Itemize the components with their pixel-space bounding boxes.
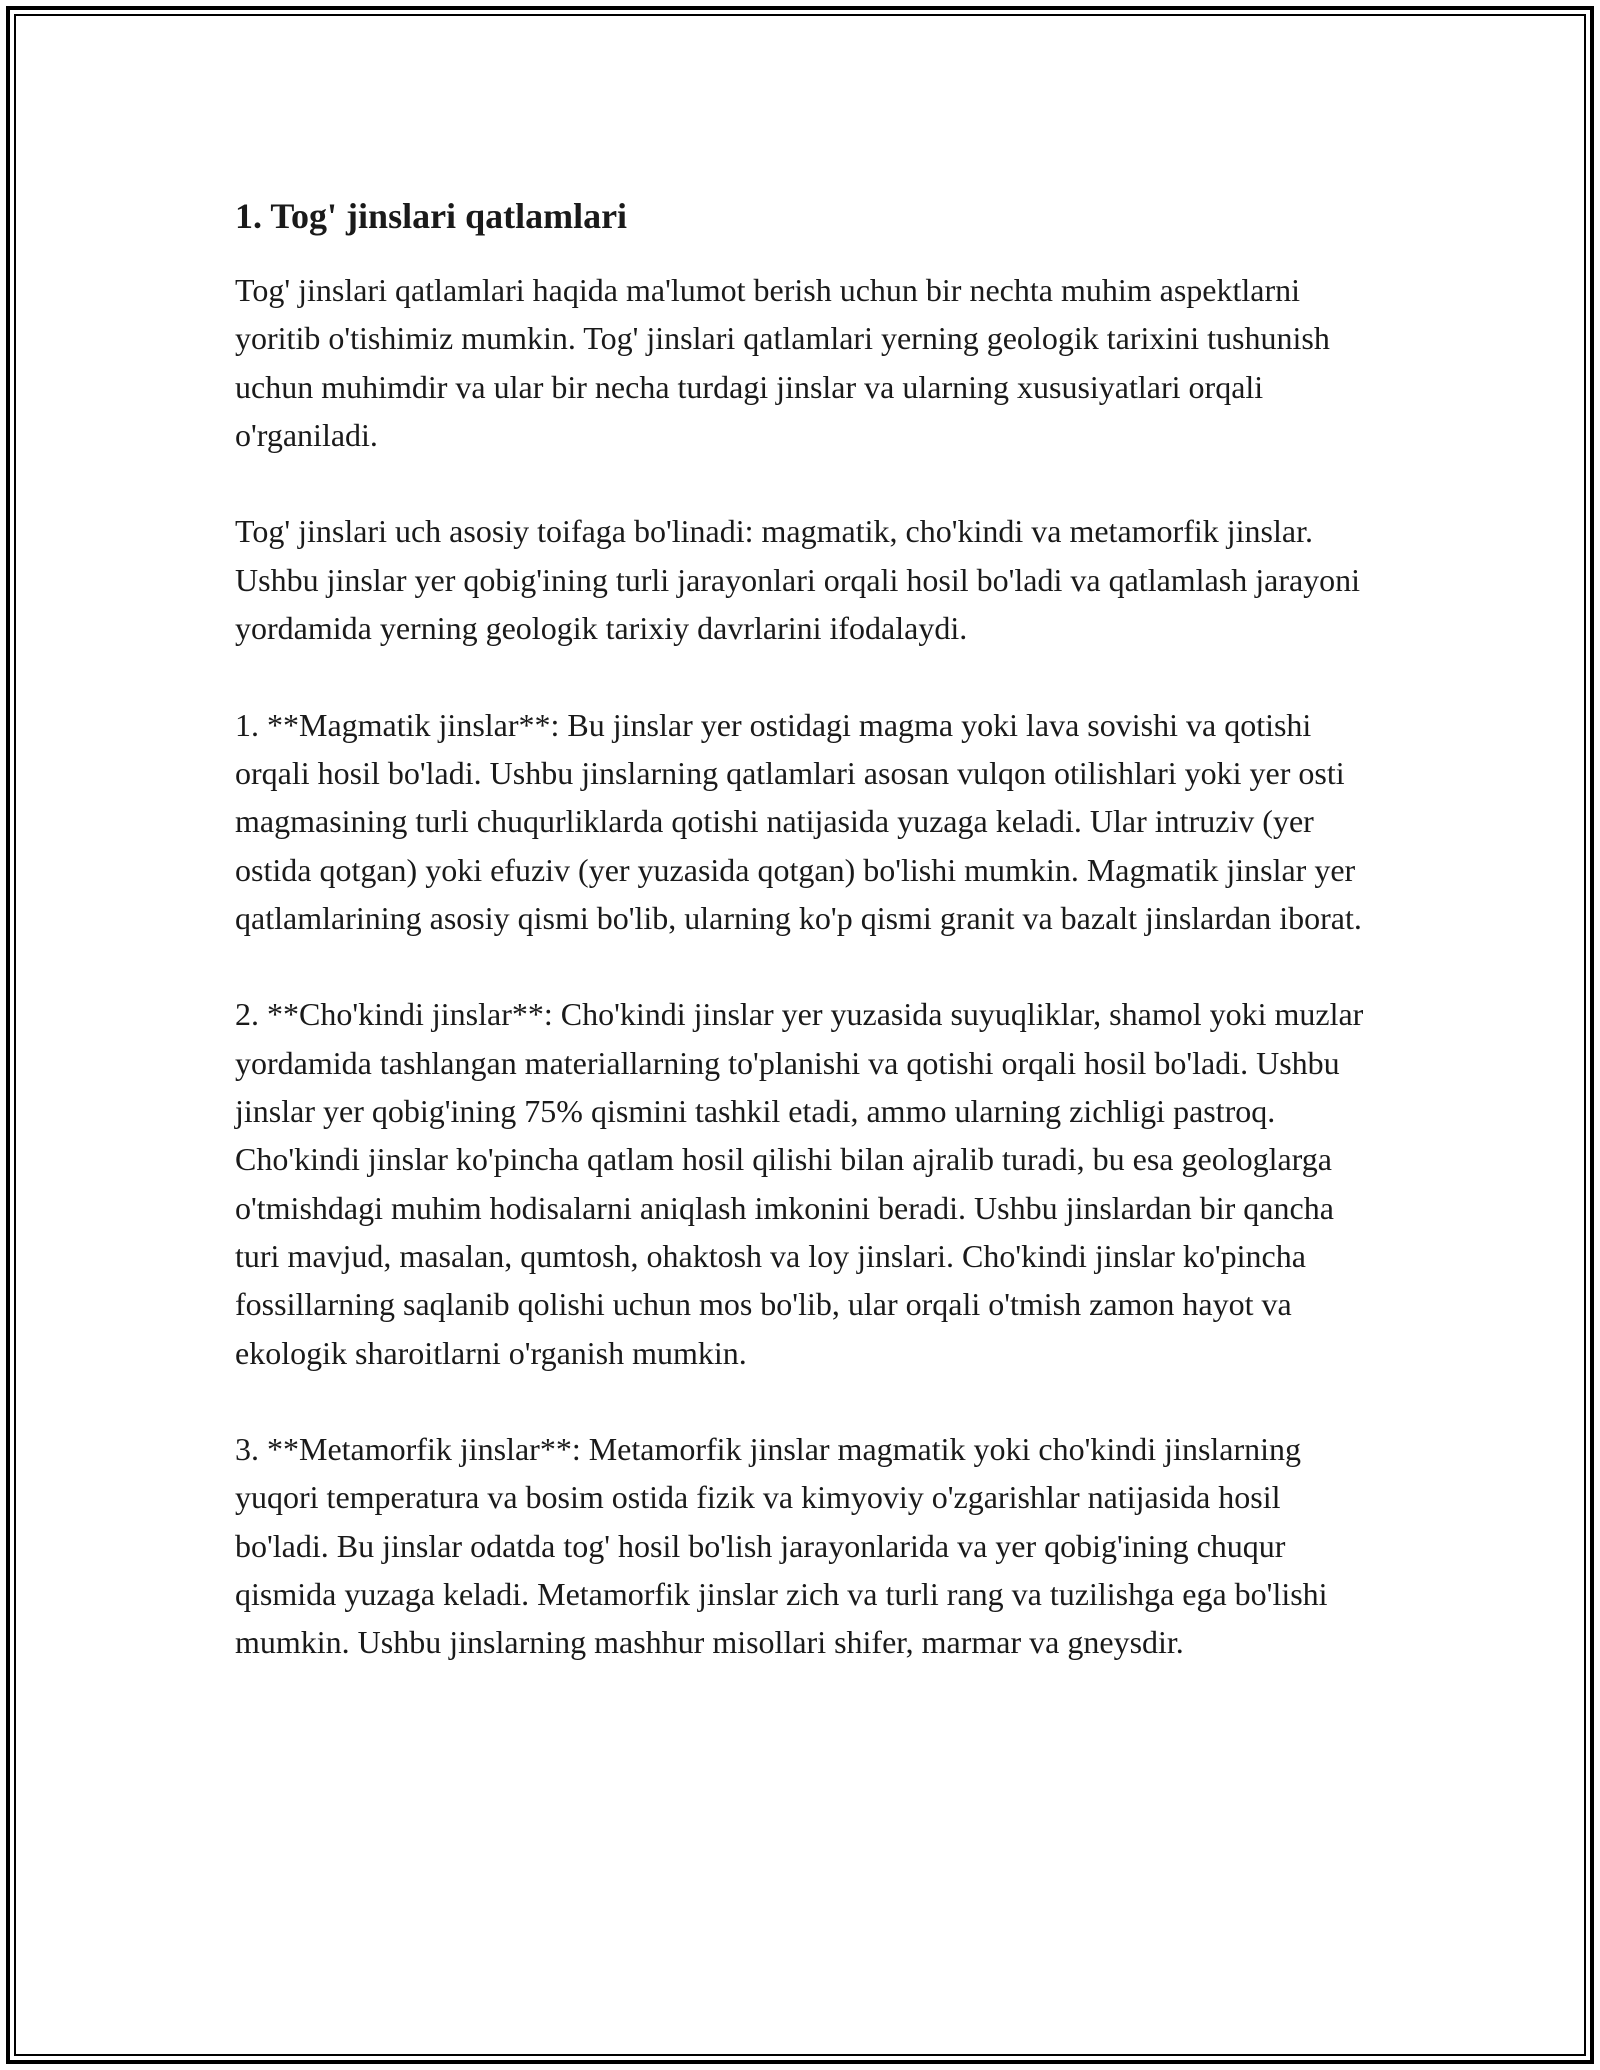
paragraph-intro: Tog' jinslari qatlamlari haqida ma'lumot berish uchun bir nechta muhim aspektlarni yoritib o'tishimiz mumkin. Tog' jinslari qatlamlari yerning geologik tarixini tushunish uchun muhimdir va ular bir necha turdagi jinslar va ularning xususiyatlari orqali o'rganiladi.: [235, 272, 1330, 453]
paragraph-sedimentary-rocks: 2. **Cho'kindi jinslar**: Cho'kindi jinslar yer yuzasida suyuqliklar, shamol yoki muzlar yordamida tashlangan materiallarning to'planishi va qotishi orqali hosil bo'ladi. Ushbu jinslar yer qobig'ining 75% qismini tashkil etadi, ammo ularning zichligi pastroq. Cho'kindi jinslar ko'pincha qatlam hosil qilishi bilan ajralib turadi, bu esa geologlarga o'tmishdagi muhim hodisalarni aniqlash imkonini beradi. Ushbu jinslardan bir qancha turi mavjud, masalan, qumtosh, ohaktosh va loy jinslari. Cho'kindi jinslar ko'pincha fossillarning saqlanib qolishi uchun mos bo'lib, ular orqali o'tmish zamon hayot va ekologik sharoitlarni o'rganish mumkin.: [235, 996, 1364, 1371]
paragraph-magmatic-rocks: 1. **Magmatik jinslar**: Bu jinslar yer ostidagi magma yoki lava sovishi va qotishi orqali hosil bo'ladi. Ushbu jinslarning qatlamlari asosan vulqon otilishlari yoki yer osti magmasining turli chuqurliklarda qotishi natijasida yuzaga keladi. Ular intruziv (yer ostida qotgan) yoki efuziv (yer yuzasida qotgan) bo'lishi mumkin. Magmatik jinslar yer qatlamlarining asosiy qismi bo'lib, ularning ko'p qismi granit va bazalt jinslardan iborat.: [235, 706, 1362, 936]
section-heading: 1. Tog' jinslari qatlamlari: [235, 196, 628, 236]
paragraph-rock-categories: Tog' jinslari uch asosiy toifaga bo'linadi: magmatik, cho'kindi va metamorfik jinslar. Ushbu jinslar yer qobig'ining turli jarayonlari orqali hosil bo'ladi va qatlamlash jarayoni yordamida yerning geologik tarixiy davrlarini ifodalaydi.: [235, 513, 1361, 647]
paragraph-metamorphic-rocks: 3. **Metamorfik jinslar**: Metamorfik jinslar magmatik yoki cho'kindi jinslarning yuqori temperatura va bosim ostida fizik va kimyoviy o'zgarishlar natijasida hosil bo'ladi. Bu jinslar odatda tog' hosil bo'lish jarayonlarida va yer qobig'ining chuqur qismida yuzaga keladi. Metamorfik jinslar zich va turli rang va tuzilishga ega bo'lishi mumkin. Ushbu jinslarning mashhur misollari shifer, marmar va gneysdir.: [235, 1431, 1328, 1661]
document-body: [235, 188, 1375, 1667]
